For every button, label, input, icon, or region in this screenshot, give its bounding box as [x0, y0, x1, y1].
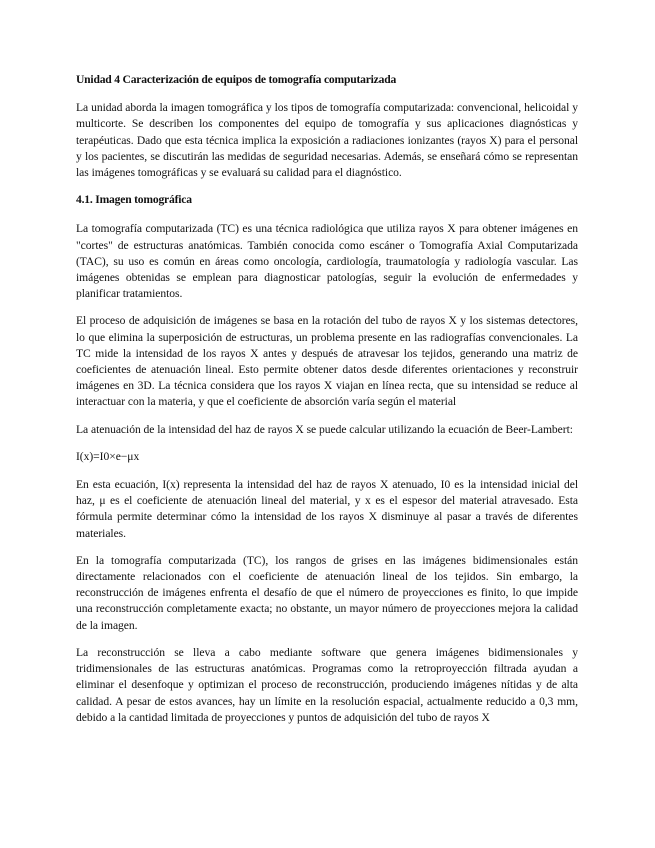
paragraph-gray-levels: En la tomografía computarizada (TC), los rangos de grises en las imágenes bidimensionales están directamente relacionados con el coeficiente de atenuación lineal de los tejidos. Sin embargo, la reconstrucción de imágenes enfrenta el desafío de que el número de proyecciones es finito, lo que impide una reconstrucción completamente exacta; no obstante, un mayor número de proyecciones mejora la calidad de la imagen. — [76, 553, 578, 632]
paragraph-tc-definition: La tomografía computarizada (TC) es una técnica radiológica que utiliza rayos X para obtener imágenes en "cortes" de estructuras anatómicas. También conocida como escáner o Tomografía Axial Computarizada (TAC), su uso es común en áreas como oncología, cardiología, traumatología y radiología vascular. Las imágenes obtenidas se emplean para diagnosticar patologías, seguir la evolución de enfermedades y planificar tratamientos. — [76, 222, 578, 301]
paragraph-beer-lambert-intro: La atenuación de la intensidad del haz de rayos X se puede calcular utilizando la ecuación de Beer-Lambert: — [76, 422, 573, 436]
paragraph-acquisition-process: El proceso de adquisición de imágenes se basa en la rotación del tubo de rayos X y los sistemas detectores, lo que elimina la superposición de estructuras, un problema presente en las radiografías convencionales. La TC mide la intensidad de los rayos X antes y después de atravesar los tejidos, generando una matriz de coeficientes de atenuación lineal. Esto permite obtener datos desde diferentes orientaciones y reconstruir imágenes en 3D. La técnica considera que los rayos X viajan en línea recta, que su intensidad se reduce al interactuar con la materia, y que el coeficiente de absorción varía según el material — [76, 314, 578, 409]
unit-title: Unidad 4 Caracterización de equipos de tomografía computarizada — [76, 73, 397, 86]
document-page — [76, 72, 578, 737]
intro-paragraph: La unidad aborda la imagen tomográfica y los tipos de tomografía computarizada: convencional, helicoidal y multicorte. Se describen los componentes del equipo de tomografía y sus aplicaciones diagnósticas y terapéuticas. Dado que esta técnica implica la exposición a radiaciones ionizantes (rayos X) para el personal y los pacientes, se discutirán las medidas de seguridad necesarias. Además, se enseñará cómo se representan las imágenes tomográficas y se evaluará su calidad para el diagnóstico. — [76, 101, 578, 180]
paragraph-equation-explanation: En esta ecuación, I(x) representa la intensidad del haz de rayos X atenuado, I0 es la intensidad inicial del haz, μ es el coeficiente de atenuación lineal del material, y x es el espesor del material atravesado. Esta fórmula permite determinar cómo la intensidad de los rayos X disminuye al pasar a través de diferentes materiales. — [76, 478, 578, 540]
section-title: 4.1. Imagen tomográfica — [76, 193, 192, 207]
beer-lambert-formula: I(x)=I0×e−μx — [76, 449, 140, 463]
paragraph-reconstruction: La reconstrucción se lleva a cabo mediante software que genera imágenes bidimensionales y tridimensionales de las estructuras anatómicas. Programas como la retroproyección filtrada ayudan a eliminar el desenfoque y optimizan el proceso de reconstrucción, produciendo imágenes nítidas y de alta calidad. A pesar de estos avances, hay un límite en la resolución espacial, actualmente reducido a 0,3 mm, debido a la cantidad limitada de proyecciones y puntos de adquisición del tubo de rayos X — [76, 645, 578, 724]
